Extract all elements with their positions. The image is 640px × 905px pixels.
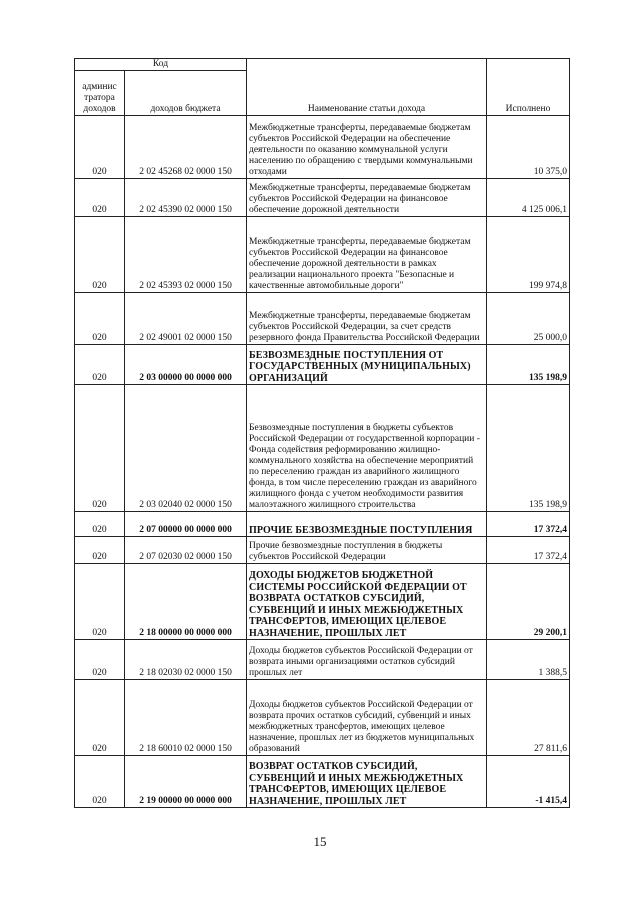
admin-code-cell: 020 — [75, 217, 125, 293]
income-name-cell: БЕЗВОЗМЕЗДНЫЕ ПОСТУПЛЕНИЯ ОТ ГОСУДАРСТВЕННЫХ (МУНИЦИПАЛЬНЫХ) ОРГАНИЗАЦИЙ — [247, 345, 487, 385]
income-name-cell: ПРОЧИЕ БЕЗВОЗМЕЗДНЫЕ ПОСТУПЛЕНИЯ — [247, 512, 487, 537]
budget-code-cell: 2 02 45390 02 0000 150 — [125, 179, 247, 217]
header-administrator: админис тратора доходов — [75, 71, 125, 116]
admin-code-cell: 020 — [75, 680, 125, 756]
admin-code-cell: 020 — [75, 385, 125, 512]
amount-cell: 135 198,9 — [487, 385, 570, 512]
table-row — [75, 680, 570, 756]
admin-code-cell: 020 — [75, 179, 125, 217]
budget-income-table — [74, 58, 570, 808]
table-row — [75, 179, 570, 217]
table-row — [75, 293, 570, 345]
table-row — [75, 345, 570, 385]
table-row — [75, 537, 570, 564]
page-number: 15 — [313, 834, 327, 849]
income-name-cell: Межбюджетные трансферты, передаваемые бюджетам субъектов Российской Федерации, за счет средств резервного фонда Правительства Российской Федерации — [247, 293, 487, 345]
header-income-name: Наименование статьи дохода — [247, 59, 487, 116]
income-name-cell: Межбюджетные трансферты, передаваемые бюджетам субъектов Российской Федерации на обеспечение деятельности по оказанию коммунальной услуги населению по обращению с твердыми коммунальными отходами — [247, 116, 487, 179]
amount-cell: 1 388,5 — [487, 640, 570, 680]
budget-code-cell: 2 19 00000 00 0000 000 — [125, 756, 247, 808]
income-name-cell: Безвозмездные поступления в бюджеты субъектов Российской Федерации от государственной корпорации - Фонда содействия реформированию жилищно-коммунального хозяйства на обеспечение мероприятий по переселению граждан из аварийного жилищного фонда, в том числе переселению граждан из аварийного жилищного фонда с учетом необходимости развития малоэтажного жилищного строительства — [247, 385, 487, 512]
table-row — [75, 385, 570, 512]
amount-cell: 4 125 006,1 — [487, 179, 570, 217]
budget-code-cell: 2 02 45393 02 0000 150 — [125, 217, 247, 293]
admin-code-cell: 020 — [75, 512, 125, 537]
budget-code-cell: 2 07 00000 00 0000 000 — [125, 512, 247, 537]
table-body — [75, 116, 570, 808]
income-name-cell: Межбюджетные трансферты, передаваемые бюджетам субъектов Российской Федерации на финансовое обеспечение дорожной деятельности в рамках реализации национального проекта "Безопасные и качественные автомобильные дороги" — [247, 217, 487, 293]
budget-code-cell: 2 18 60010 02 0000 150 — [125, 680, 247, 756]
header-executed: Исполнено — [487, 59, 570, 116]
budget-code-cell: 2 18 00000 00 0000 000 — [125, 564, 247, 640]
income-name-cell: Доходы бюджетов субъектов Российской Федерации от возврата иными организациями остатков субсидий прошлых лет — [247, 640, 487, 680]
income-name-cell: ДОХОДЫ БЮДЖЕТОВ БЮДЖЕТНОЙ СИСТЕМЫ РОССИЙСКОЙ ФЕДЕРАЦИИ ОТ ВОЗВРАТА ОСТАТКОВ СУБСИДИЙ, СУБВЕНЦИЙ И ИНЫХ МЕЖБЮДЖЕТНЫХ ТРАНСФЕРТОВ, ИМЕЮЩИХ ЦЕЛЕВОЕ НАЗНАЧЕНИЕ, ПРОШЛЫХ ЛЕТ — [247, 564, 487, 640]
admin-code-cell: 020 — [75, 756, 125, 808]
header-kod: Код — [75, 59, 247, 71]
budget-code-cell: 2 03 02040 02 0000 150 — [125, 385, 247, 512]
amount-cell: 25 000,0 — [487, 293, 570, 345]
budget-code-cell: 2 02 45268 02 0000 150 — [125, 116, 247, 179]
income-name-cell: Доходы бюджетов субъектов Российской Федерации от возврата прочих остатков субсидий, субвенций и иных межбюджетных трансфертов, имеющих целевое назначение, прошлых лет из бюджетов муниципальных образований — [247, 680, 487, 756]
table-row — [75, 640, 570, 680]
table-row — [75, 116, 570, 179]
amount-cell: 10 375,0 — [487, 116, 570, 179]
header-budget-income: доходов бюджета — [125, 71, 247, 116]
amount-cell: 135 198,9 — [487, 345, 570, 385]
amount-cell: 29 200,1 — [487, 564, 570, 640]
admin-code-cell: 020 — [75, 293, 125, 345]
admin-code-cell: 020 — [75, 564, 125, 640]
amount-cell: 199 974,8 — [487, 217, 570, 293]
table-row — [75, 756, 570, 808]
amount-cell: 17 372,4 — [487, 512, 570, 537]
budget-code-cell: 2 18 02030 02 0000 150 — [125, 640, 247, 680]
budget-code-cell: 2 02 49001 02 0000 150 — [125, 293, 247, 345]
income-name-cell: Прочие безвозмездные поступления в бюджеты субъектов Российской Федерации — [247, 537, 487, 564]
table-row — [75, 217, 570, 293]
table-row — [75, 512, 570, 537]
admin-code-cell: 020 — [75, 640, 125, 680]
table-row — [75, 564, 570, 640]
income-name-cell: ВОЗВРАТ ОСТАТКОВ СУБСИДИЙ, СУБВЕНЦИЙ И ИНЫХ МЕЖБЮДЖЕТНЫХ ТРАНСФЕРТОВ, ИМЕЮЩИХ ЦЕЛЕВОЕ НАЗНАЧЕНИЕ, ПРОШЛЫХ ЛЕТ — [247, 756, 487, 808]
amount-cell: -1 415,4 — [487, 756, 570, 808]
admin-code-cell: 020 — [75, 537, 125, 564]
income-name-cell: Межбюджетные трансферты, передаваемые бюджетам субъектов Российской Федерации на финансовое обеспечение дорожной деятельности — [247, 179, 487, 217]
amount-cell: 17 372,4 — [487, 537, 570, 564]
amount-cell: 27 811,6 — [487, 680, 570, 756]
admin-code-cell: 020 — [75, 345, 125, 385]
budget-code-cell: 2 07 02030 02 0000 150 — [125, 537, 247, 564]
budget-code-cell: 2 03 00000 00 0000 000 — [125, 345, 247, 385]
admin-code-cell: 020 — [75, 116, 125, 179]
